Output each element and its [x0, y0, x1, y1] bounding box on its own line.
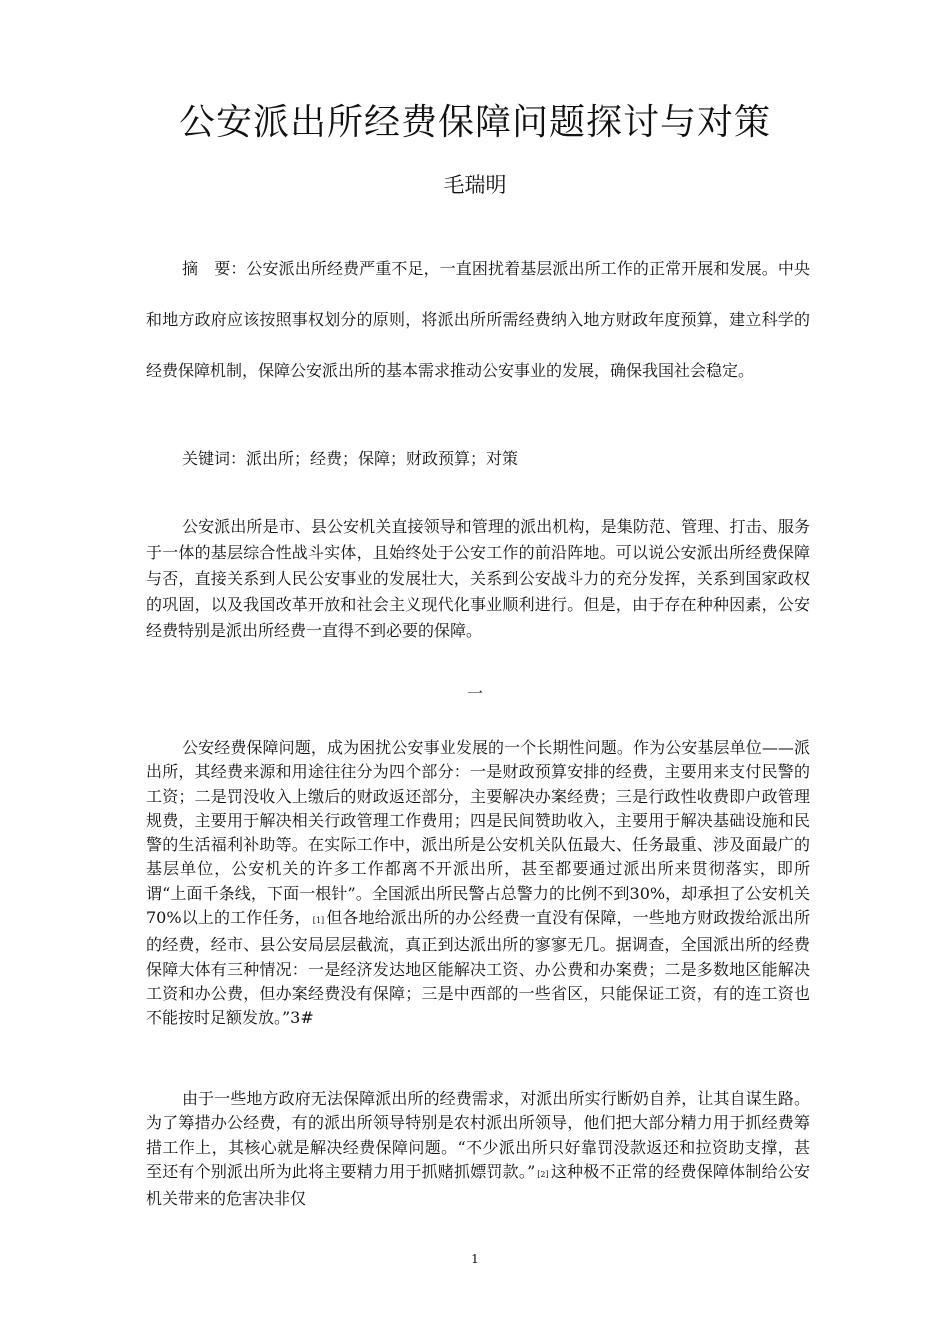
body-paragraph	[146, 1087, 810, 1211]
paragraph-text: 但各地给派出所的办公经费一直没有保障，一些地方财政拨给派出所的经费，经市、县公安局层层截流，真正到达派出所的寥寥无几。据调查，全国派出所的经费保障大体有三种情况：一是经济发达地区能解决工资、办公费和办案费；二是多数地区能解决工资和办公费，但办案经费没有保障；三是中西部的一些省区，只能保证工资，有的连工资也不能按时足额发放。”3#	[146, 908, 810, 1028]
keywords-line: 关键词：派出所；经费；保障；财政预算；对策	[182, 449, 519, 468]
citation-marker: [2]	[537, 1169, 549, 1179]
abstract-paragraph: 摘 要：公安派出所经费严重不足，一直困扰着基层派出所工作的正常开展和发展。中央和地方政府应该按照事权划分的原则，将派出所所需经费纳入地方财政年度预算，建立科学的经费保障机制，保障公安派出所的基本需求推动公安事业的发展，确保我国社会稳定。	[146, 259, 810, 380]
page-number: 1	[471, 1252, 479, 1266]
paragraph-text: 这种极不正常的经费保障体制给公安机关带来的危害决非仅	[146, 1161, 810, 1209]
intro-paragraph: 公安派出所是市、县公安机关直接领导和管理的派出机构，是集防范、管理、打击、服务于一体的基层综合性战斗实体，且始终处于公安工作的前沿阵地。可以说公安派出所经费保障与否，直接关系到人民公安事业的发展壮大，关系到公安战斗力的充分发挥，关系到国家政权的巩固，以及我国改革开放和社会主义现代化事业顺利进行。但是，由于存在种种因素，公安经费特别是派出所经费一直得不到必要的保障。	[146, 517, 810, 640]
paragraph-text: 由于一些地方政府无法保障派出所的经费需求，对派出所实行断奶自养，让其自谋生路。为了筹措办公经费，有的派出所领导特别是农村派出所领导，他们把大部分精力用于抓经费筹措工作上，其核心就是解决经费保障问题。“不少派出所只好靠罚没款返还和拉资助支撑，甚至还有个别派出所为此将主要精力用于抓赌抓嫖罚款。”	[146, 1089, 810, 1181]
section-heading: 一	[466, 684, 483, 703]
author-name: 毛瑞明	[443, 173, 507, 197]
document-title: 公安派出所经费保障问题探讨与对策	[178, 102, 771, 143]
citation-marker: [1]	[312, 916, 325, 926]
body-paragraph	[146, 736, 810, 1031]
paragraph-text: 公安经费保障问题，成为困扰公安事业发展的一个长期性问题。作为公安基层单位——派出所，其经费来源和用途往往分为四个部分：一是财政预算安排的经费，主要用来支付民警的工资；二是罚没收入上缴后的财政返还部分，主要解决办案经费；三是行政性收费即户政管理规费，主要用于解决相关行政管理工作费用；四是民间赞助收入，主要用于解决基础设施和民警的生活福利补助等。在实际工作中，派出所是公安机关队伍最大、任务最重、涉及面最广的基层单位，公安机关的许多工作都离不开派出所，甚至都要通过派出所来贯彻落实，即所谓“上面千条线，下面一根针”。全国派出所民警占总警力的比例不到30%，却承担了公安机关70%以上的工作任务，	[146, 738, 810, 928]
